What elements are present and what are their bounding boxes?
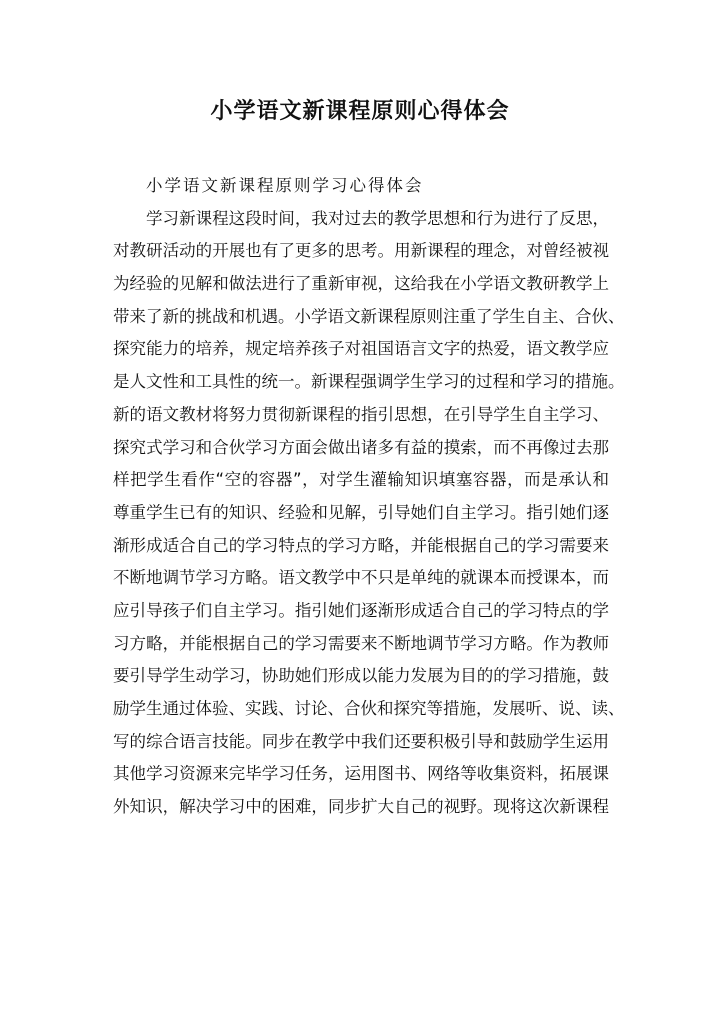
document-body <box>113 170 625 824</box>
paragraph-line: 其他学习资源来完毕学习任务，运用图书、网络等收集资料，拓展课 <box>113 764 609 784</box>
paragraph-line: 新的语文教材将努力贯彻新课程的指引思想，在引导学生自主学习、 <box>113 404 609 424</box>
paragraph-line: 为经验的见解和做法进行了重新审视，这给我在小学语文教研教学上 <box>113 274 609 294</box>
paragraph-line: 外知识，解决学习中的困难，同步扩大自己的视野。现将这次新课程 <box>113 797 609 817</box>
paragraph-line: 是人文性和工具性的统一。新课程强调学生学习的过程和学习的措施。 <box>113 372 625 392</box>
document-title: 小学语文新课程原则心得体会 <box>210 98 510 124</box>
paragraph-line: 习方略，并能根据自己的学习需要来不断地调节学习方略。作为教师 <box>113 633 609 653</box>
paragraph-line: 学习新课程这段时间，我对过去的教学思想和行为进行了反思， <box>146 208 609 228</box>
paragraph-line: 对教研活动的开展也有了更多的思考。用新课程的理念，对曾经被视 <box>113 241 609 261</box>
paragraph-line: 写的综合语言技能。同步在教学中我们还要积极引导和鼓励学生运用 <box>113 731 609 751</box>
paragraph-line: 应引导孩子们自主学习。指引她们逐渐形成适合自己的学习特点的学 <box>113 600 609 620</box>
paragraph-line: 尊重学生已有的知识、经验和见解，引导她们自主学习。指引她们逐 <box>113 502 609 522</box>
paragraph-line: 渐形成适合自己的学习特点的学习方略，并能根据自己的学习需要来 <box>113 535 609 555</box>
paragraph-line: 要引导学生动学习，协助她们形成以能力发展为目的的学习措施，鼓 <box>113 666 609 686</box>
paragraph-line: 样把学生看作“空的容器”，对学生灌输知识填塞容器，而是承认和 <box>113 470 609 490</box>
document-subtitle: 小学语文新课程原则学习心得体会 <box>146 176 424 195</box>
paragraph-line: 带来了新的挑战和机遇。小学语文新课程原则注重了学生自主、合伙、 <box>113 306 625 326</box>
paragraph-line: 探究式学习和合伙学习方面会做出诸多有益的摸索，而不再像过去那 <box>113 437 609 457</box>
paragraph-line: 探究能力的培养，规定培养孩子对祖国语言文字的热爱，语文教学应 <box>113 339 609 359</box>
paragraph-line: 励学生通过体验、实践、讨论、合伙和探究等措施，发展听、说、读、 <box>113 699 625 718</box>
paragraph-line: 不断地调节学习方略。语文教学中不只是单纯的就课本而授课本，而 <box>113 568 609 588</box>
